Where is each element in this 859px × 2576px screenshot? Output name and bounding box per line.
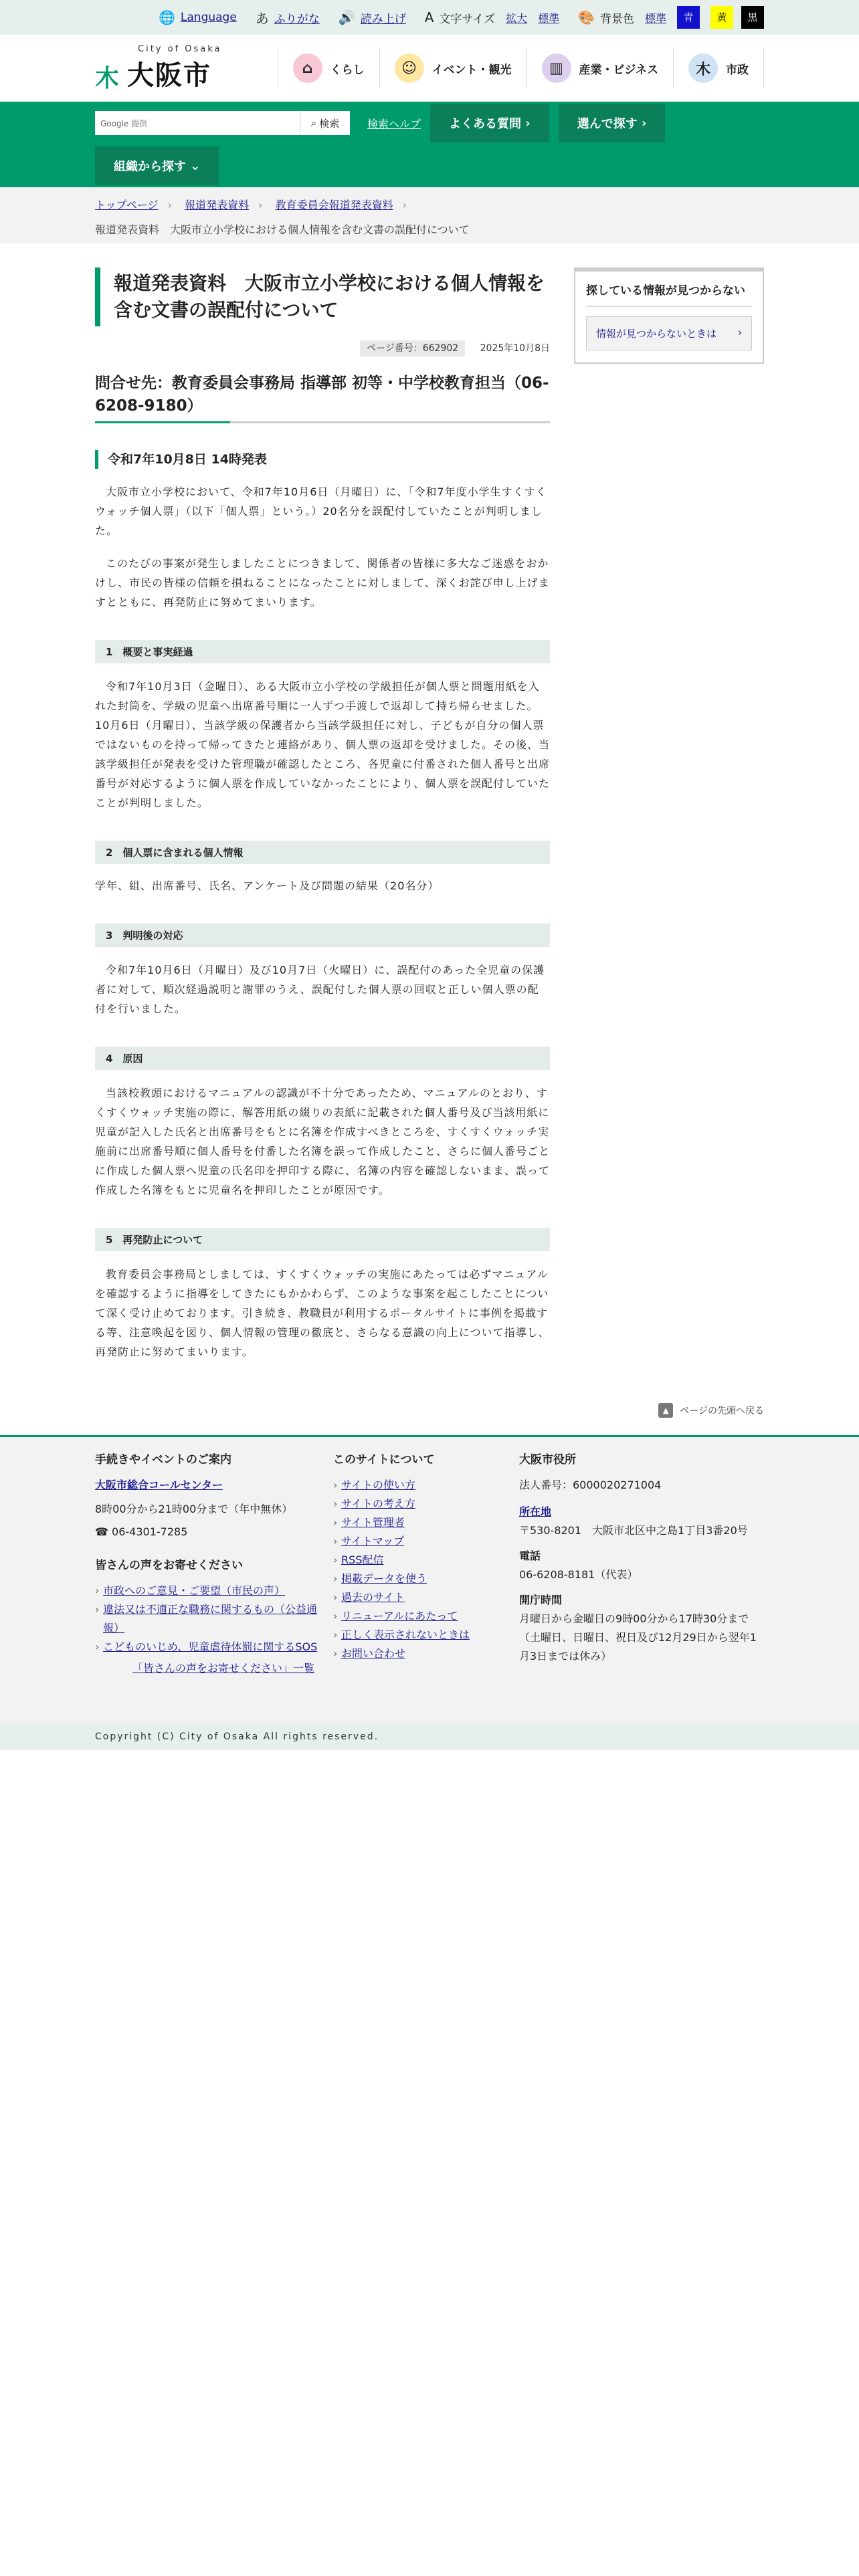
- text-size-icon: A: [424, 9, 434, 25]
- section-text: 当該校教頭におけるマニュアルの認識が不十分であったため、マニュアルのとおり、すくすくウォッチ実施の際に、解答用紙の綴りの表紙に記載された個人番号及び当該用紙に児童が記入した氏名と出席番号をもとに名簿を作成すべきところを、すくすくウォッチ実施前に出席番号順に個人番号を付番した名簿を誤って作成したこと、さらに個人番号ごとに作成した個人票へ児童の氏名印を押印する際に、名簿の内容を確認しないまま、誤って作成した名簿をもとに児童名を押印したことが原因です。: [95, 1087, 551, 1196]
- bg-blue-button[interactable]: 青: [677, 6, 700, 29]
- copyright-bar: [0, 1723, 859, 1750]
- bg-yellow-button[interactable]: 黄: [710, 6, 733, 29]
- intro-paragraph: 大阪市立小学校において、令和7年10月6日（月曜日）に、「令和7年度小学生すくすくウォッチ個人票」（以下「個人票」という。）20名分を誤配付していたことが判明しました。: [95, 486, 547, 537]
- publish-date: 2025年10月8日: [480, 343, 550, 354]
- search-form: [95, 111, 350, 135]
- open-hours-note: （土曜日、日曜日、祝日及び12月29日から翌年1月3日までは休み）: [519, 1631, 757, 1662]
- section-text: 令和7年10月3日（金曜日）、ある大阪市立小学校の学級担任が個人票と問題用紙を入れた封筒を、学級の児童へ出席番号順に一人ずつ手渡しで返却して持ち帰らせました。10月6日（月曜日）、当該学級の保護者から当該学級担任に対し、子どもが自分の個人票ではないものを持って帰ってきたと連絡があり、個人票の返却を受けました。その後、当該学級担任が発表を受けた管理職が確認したところ、各児童に付番された個人番号と出席番号が対応するように個人票を作成していなかったことにより、個人票を誤配付していたことが判明しました。: [95, 680, 551, 809]
- article: [95, 267, 550, 1362]
- page-id: ページ番号：662902: [360, 340, 465, 356]
- chevron-down-icon: ⌄: [190, 158, 201, 173]
- page-title: 報道発表資料 大阪市立小学校における個人情報を含む文書の誤配付について: [95, 267, 550, 326]
- read-aloud-link[interactable]: 読み上げ: [360, 12, 406, 26]
- phone-heading: 電話: [519, 1549, 541, 1562]
- footer-cityhall: [519, 1451, 757, 1678]
- faq-label: よくある質問: [449, 117, 522, 131]
- contact-heading: 問合せ先：教育委員会事務局 指導部 初等・中学校教育担当（06-6208-9180）: [95, 372, 550, 423]
- main-phone: 06-6208-8181（代表）: [519, 1568, 638, 1581]
- footer-heading: 大阪市役所: [519, 1453, 576, 1467]
- breadcrumb-link[interactable]: 教育委員会報道発表資料: [275, 199, 393, 211]
- site-link[interactable]: 正しく表示されないときは: [341, 1628, 470, 1641]
- date-heading: 令和7年10月8日 14時発表: [95, 450, 550, 469]
- location-link[interactable]: 所在地: [519, 1505, 552, 1518]
- footer-heading: 手続きやイベントのご案内: [95, 1453, 231, 1467]
- breadcrumb: トップページ › 報道発表資料 › 教育委員会報道発表資料 › 報道発表資料 大阪市立小学校における個人情報を含む文書の誤配付について: [0, 187, 859, 243]
- logo-sub: City of Osaka: [138, 44, 222, 54]
- site-link[interactable]: サイト管理者: [341, 1516, 405, 1529]
- city-mark-icon: ⽊: [688, 53, 718, 83]
- address: 〒530-8201 大阪市北区中之島1丁目3番20号: [519, 1524, 748, 1537]
- bg-color-label: 背景色: [599, 12, 634, 26]
- text-size-label: 文字サイズ: [439, 12, 496, 26]
- faq-button[interactable]: [430, 104, 549, 142]
- callcenter-tel: 06-4301-7285: [112, 1525, 188, 1538]
- corp-number: 法人番号：6000020271004: [519, 1479, 662, 1491]
- section-heading: 1 概要と事実経過: [95, 640, 550, 663]
- search-help-link[interactable]: 検索ヘルプ: [367, 117, 421, 130]
- site-link[interactable]: サイトの使い方: [341, 1479, 415, 1491]
- org-button[interactable]: [95, 146, 219, 185]
- footer-heading: このサイトについて: [333, 1453, 435, 1467]
- nav-label: 市政: [726, 63, 749, 77]
- section-text: 教育委員会事務局としましては、すくすくウォッチの実施にあたっては必ずマニュアルを確認するように指導をしてきたにもかかわらず、このような事案を起こしたことについて深く受け止めております。引き続き、教職員が利用するポータルサイトに事例を掲載する等、注意喚起を図り、個人情報の管理の徹底と、さらなる意識の向上について指導し、再発防止に努めてまいります。: [95, 1268, 550, 1358]
- chevron-up-icon: ▲: [658, 1403, 673, 1418]
- intro-paragraph: このたびの事案が発生しましたことにつきまして、関係者の皆様に多大なご迷惑をおかけし、市民の皆様の信頼を損ねることになったことに対しまして、深くお詫び申し上げますとともに、再発防止に努めてまいります。: [95, 557, 550, 609]
- phone-icon: ☎: [95, 1525, 108, 1538]
- site-link[interactable]: 過去のサイト: [341, 1591, 405, 1604]
- section-heading: 3 判明後の対応: [95, 924, 550, 947]
- building-icon: ▥: [542, 53, 571, 83]
- bg-color-item: [578, 6, 764, 29]
- nav-label: イベント・観光: [432, 63, 512, 77]
- search-button[interactable]: [300, 111, 350, 135]
- language-item[interactable]: [159, 9, 237, 25]
- nav-business[interactable]: [527, 48, 674, 88]
- site-link[interactable]: サイトマップ: [341, 1535, 405, 1547]
- open-hours: 月曜日から金曜日の9時00分から17時30分まで: [519, 1612, 749, 1625]
- global-nav: [278, 48, 765, 88]
- back-to-top[interactable]: [95, 1403, 764, 1418]
- breadcrumb-link[interactable]: トップページ: [95, 199, 159, 211]
- site-link[interactable]: RSS配信: [341, 1553, 384, 1566]
- nav-event[interactable]: [379, 48, 527, 88]
- org-label: 組織から探す: [114, 160, 186, 174]
- chevron-right-icon: ›: [738, 326, 742, 338]
- nav-label: くらし: [330, 63, 365, 77]
- voice-link[interactable]: 市政へのご意見・ご要望（市民の声）: [103, 1584, 286, 1597]
- speaker-icon: 🔊: [338, 9, 355, 25]
- nav-kurashi[interactable]: [278, 48, 379, 88]
- not-found-heading: 探している情報が見つからない: [586, 281, 752, 307]
- section-heading: 5 再発防止について: [95, 1228, 550, 1251]
- breadcrumb-current: 報道発表資料 大阪市立小学校における個人情報を含む文書の誤配付について: [95, 223, 470, 236]
- bg-black-button[interactable]: 黒: [741, 6, 764, 29]
- language-icon: 🌐: [159, 9, 175, 25]
- not-found-box: [574, 267, 764, 364]
- section-heading: 4 原因: [95, 1047, 550, 1070]
- site-link[interactable]: サイトの考え方: [341, 1497, 415, 1510]
- read-aloud-item[interactable]: [339, 9, 406, 26]
- choose-label: 選んで探す: [577, 117, 638, 131]
- footer-guide: [95, 1451, 333, 1678]
- site-link[interactable]: リニューアルにあたって: [341, 1610, 458, 1622]
- search-button-label: 検索: [319, 117, 340, 130]
- text-size-standard-button[interactable]: 標準: [538, 11, 560, 25]
- back-to-top-label: ページの先頭へ戻る: [680, 1406, 764, 1416]
- footer-heading: 皆さんの声をお寄せください: [95, 1559, 243, 1572]
- open-hours-heading: 開庁時間: [519, 1594, 563, 1606]
- sidebar: [574, 267, 764, 1362]
- chevron-right-icon: ›: [525, 116, 531, 130]
- copyright: Copyright (C) City of Osaka All rights reserved.: [95, 1731, 379, 1742]
- section-heading: 2 個人票に含まれる個人情報: [95, 841, 550, 864]
- callcenter-link[interactable]: 大阪市総合コールセンター: [95, 1479, 223, 1491]
- breadcrumb-link[interactable]: 報道発表資料: [185, 199, 250, 211]
- nav-shisei[interactable]: [673, 48, 764, 88]
- text-size-large-button[interactable]: 拡大: [506, 11, 528, 25]
- site-link[interactable]: お問い合わせ: [341, 1647, 406, 1660]
- site-footer: [0, 1435, 859, 1723]
- voice-all-link[interactable]: 「皆さんの声をお寄せください」一覧: [132, 1662, 315, 1675]
- section-text: 令和7年10月6日（月曜日）及び10月7日（火曜日）に、誤配付のあった全児童の保護者に対して、順次経過説明と謝罪のうえ、誤配付した個人票の回収と正しい個人票の配付を行いました。: [95, 964, 545, 1015]
- logo-name: 大阪市: [127, 60, 211, 91]
- not-found-link-label: 情報が見つからないときは: [596, 328, 717, 340]
- bg-standard-button[interactable]: 標準: [644, 11, 666, 25]
- footer-about: [333, 1451, 519, 1678]
- language-link[interactable]: Language: [180, 11, 237, 24]
- palette-icon: 🎨: [578, 9, 595, 25]
- nav-label: 産業・ビジネス: [579, 63, 658, 77]
- furigana-icon: あ: [255, 10, 269, 27]
- site-logo[interactable]: [95, 44, 269, 92]
- voice-link[interactable]: 違法又は不適正な職務に関するもの（公益通報）: [103, 1603, 318, 1634]
- site-header: [0, 35, 859, 102]
- furigana-item[interactable]: [256, 8, 320, 27]
- section-text: 学年、組、出席番号、氏名、アンケート及び問題の結果（20名分）: [95, 879, 440, 892]
- site-link[interactable]: 掲載データを使う: [341, 1572, 427, 1585]
- voice-link[interactable]: こどものいじめ、児童虐待体罰に関するSOS: [103, 1640, 318, 1653]
- person-icon: ☺: [395, 53, 424, 83]
- green-nav-bar: [0, 102, 859, 187]
- utility-bar: [0, 0, 859, 35]
- search-placeholder: Google 提供: [100, 118, 148, 128]
- choose-button[interactable]: [559, 104, 666, 142]
- chevron-right-icon: ›: [642, 116, 647, 130]
- search-icon: ⌕: [310, 117, 317, 129]
- not-found-link[interactable]: [586, 316, 752, 350]
- house-icon: ⌂: [293, 53, 322, 83]
- search-input[interactable]: [95, 111, 300, 135]
- callcenter-hours: 8時00分から21時00分まで（年中無休）: [95, 1503, 293, 1515]
- city-mark-icon: ⽊: [95, 65, 120, 92]
- furigana-link[interactable]: ふりがな: [274, 12, 320, 26]
- text-size-item: [425, 9, 559, 26]
